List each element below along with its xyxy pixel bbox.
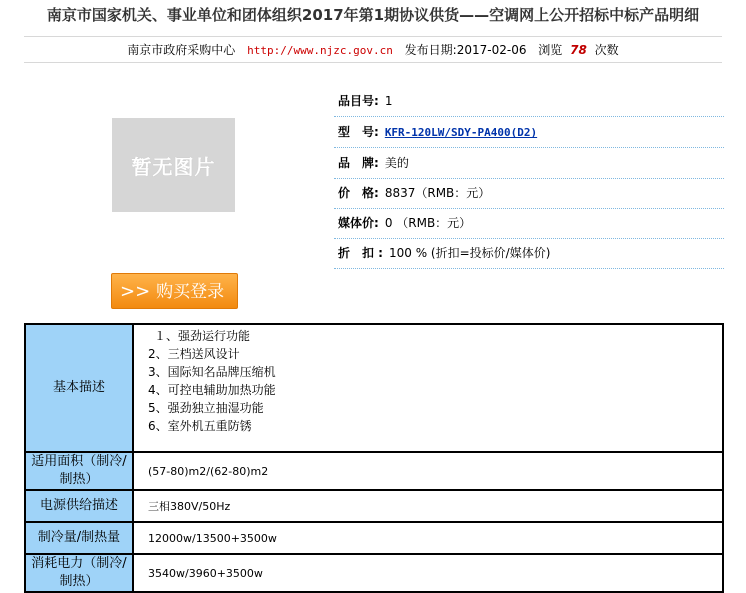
list-item: 2、三档送风设计 xyxy=(148,347,240,361)
field-label: 折 扣 : xyxy=(338,246,383,260)
spec-key: 电源供给描述 xyxy=(25,490,133,522)
field-label: 品目号: xyxy=(338,94,379,108)
field-value: 美的 xyxy=(384,156,409,170)
spec-value: (57-80)m2/(62-80)m2 xyxy=(133,452,723,490)
spec-key: 制冷量/制热量 xyxy=(25,522,133,554)
views-suffix: 次数 xyxy=(594,43,619,57)
field-price xyxy=(334,178,724,209)
field-value: 8837（RMB：元） xyxy=(384,186,491,200)
table-row xyxy=(25,452,723,490)
divider xyxy=(24,36,722,37)
field-label: 媒体价: xyxy=(338,216,379,230)
list-item: １、强劲运行功能 xyxy=(154,329,251,343)
double-chevron-icon: >> xyxy=(120,281,151,302)
list-item: 6、室外机五重防锈 xyxy=(148,419,252,433)
site-url-link[interactable]: http://www.njzc.gov.cn xyxy=(247,44,393,57)
spec-key: 基本描述 xyxy=(25,324,133,452)
product-image-placeholder xyxy=(112,118,235,212)
table-row xyxy=(25,554,723,592)
description-list xyxy=(148,325,722,435)
publisher: 南京市政府采购中心 xyxy=(127,43,236,57)
field-value: 100 % (折扣=投标价/媒体价) xyxy=(388,246,551,260)
model-link[interactable]: KFR-120LW/SDY-PA400(D2) xyxy=(384,126,538,139)
spec-key: 消耗电力（制冷/制热） xyxy=(25,554,133,592)
divider xyxy=(24,62,722,63)
field-item-number xyxy=(334,86,724,117)
publish-date: 2017-02-06 xyxy=(456,43,527,57)
field-discount xyxy=(334,238,724,269)
field-value: 0 （RMB：元） xyxy=(384,216,472,230)
date-label: 发布日期: xyxy=(404,43,457,57)
view-count: 78 xyxy=(570,43,587,57)
field-label: 型 号: xyxy=(338,125,379,139)
spec-value: 3540w/3960+3500w xyxy=(133,554,723,592)
spec-value: 三相380V/50Hz xyxy=(133,490,723,522)
table-row xyxy=(25,490,723,522)
field-media-price xyxy=(334,208,724,239)
buy-login-label: 购买登录 xyxy=(156,282,225,302)
buy-login-button[interactable] xyxy=(111,273,238,309)
spec-value: 12000w/13500+3500w xyxy=(133,522,723,554)
publish-meta xyxy=(0,42,746,59)
field-brand xyxy=(334,148,724,179)
field-value: 1 xyxy=(384,94,393,108)
spec-table xyxy=(24,323,724,593)
page-title: 南京市国家机关、事业单位和团体组织2017年第1期协议供货——空调网上公开招标中标产品明细 xyxy=(46,6,700,24)
views-label: 浏览 xyxy=(538,43,563,57)
table-row xyxy=(25,324,723,452)
field-label: 品 牌: xyxy=(338,156,379,170)
list-item: 4、可控电辅助加热功能 xyxy=(148,383,276,397)
table-row xyxy=(25,522,723,554)
spec-value xyxy=(133,324,723,452)
spec-key: 适用面积（制冷/制热） xyxy=(25,452,133,490)
list-item: 5、强劲独立抽湿功能 xyxy=(148,401,264,415)
list-item: 3、国际知名品牌压缩机 xyxy=(148,365,276,379)
field-model xyxy=(334,117,724,148)
no-image-text: 暂无图片 xyxy=(131,154,216,179)
field-label: 价 格: xyxy=(338,186,379,200)
